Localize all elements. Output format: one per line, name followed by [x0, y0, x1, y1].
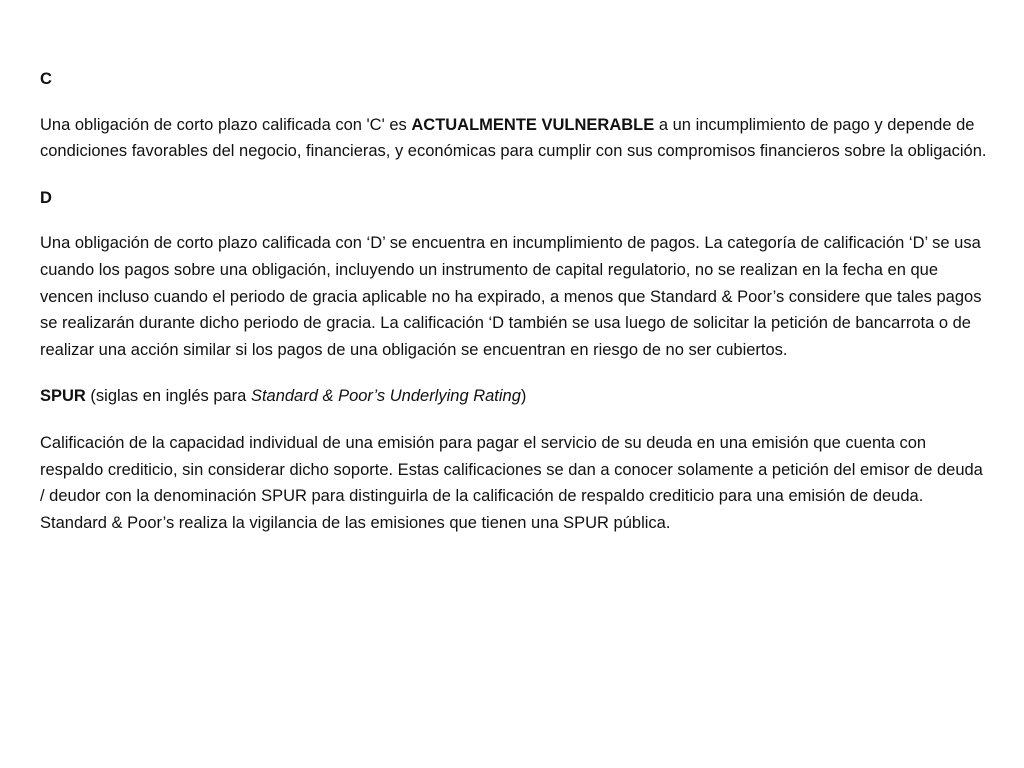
- spur-term: SPUR: [40, 387, 86, 406]
- paragraph-spur: Calificación de la capacidad individual de una emisión para pagar el servicio de su deuda en una emisión que cuenta con respaldo crediticio, sin considerar dicho soporte. Estas calificaciones se dan a conocer solamente a petición del emisor de deuda / deudor con la denominación SPUR para distinguirla de la calificación de respaldo crediticio para una emisión de deuda. Standard & Poor’s realiza la vigilancia de las emisiones que tienen una SPUR pública.: [40, 433, 983, 532]
- spur-definition-after: ): [520, 387, 527, 406]
- paragraph-c: [40, 112, 990, 165]
- paragraph-c-emphasis: ACTUALMENTE VULNERABLE: [411, 115, 655, 134]
- spur-definition: [40, 383, 990, 410]
- spur-definition-before: (siglas en inglés para: [85, 387, 251, 406]
- paragraph-c-text-before: Una obligación de corto plazo calificada con 'C' es: [40, 115, 412, 134]
- document-body: [40, 66, 990, 536]
- heading-c: C: [40, 70, 52, 88]
- spur-definition-italic: Standard & Poor’s Underlying Rating: [250, 387, 521, 406]
- paragraph-d: Una obligación de corto plazo calificada con ‘D’ se encuentra en incumplimiento de pagos. La categoría de calificación ‘D’ se usa cuando los pagos sobre una obligación, incluyendo un instrumento de capital regulatorio, no se realizan en la fecha en que vencen incluso cuando el periodo de gracia aplicable no ha expirado, a menos que Standard & Poor’s considere que tales pagos se realizarán durante dicho periodo de gracia. La calificación ‘D también se usa luego de solicitar la petición de bancarrota o de realizar una acción similar si los pagos de una obligación se encuentran en riesgo de no ser cubiertos.: [40, 234, 982, 359]
- paragraph-c-text-after: a un incumplimiento de pago y depende de condiciones favorables del negocio, financieras, y económicas para cumplir con sus compromisos financieros sobre la obligación.: [40, 115, 987, 161]
- heading-d: D: [40, 188, 52, 207]
